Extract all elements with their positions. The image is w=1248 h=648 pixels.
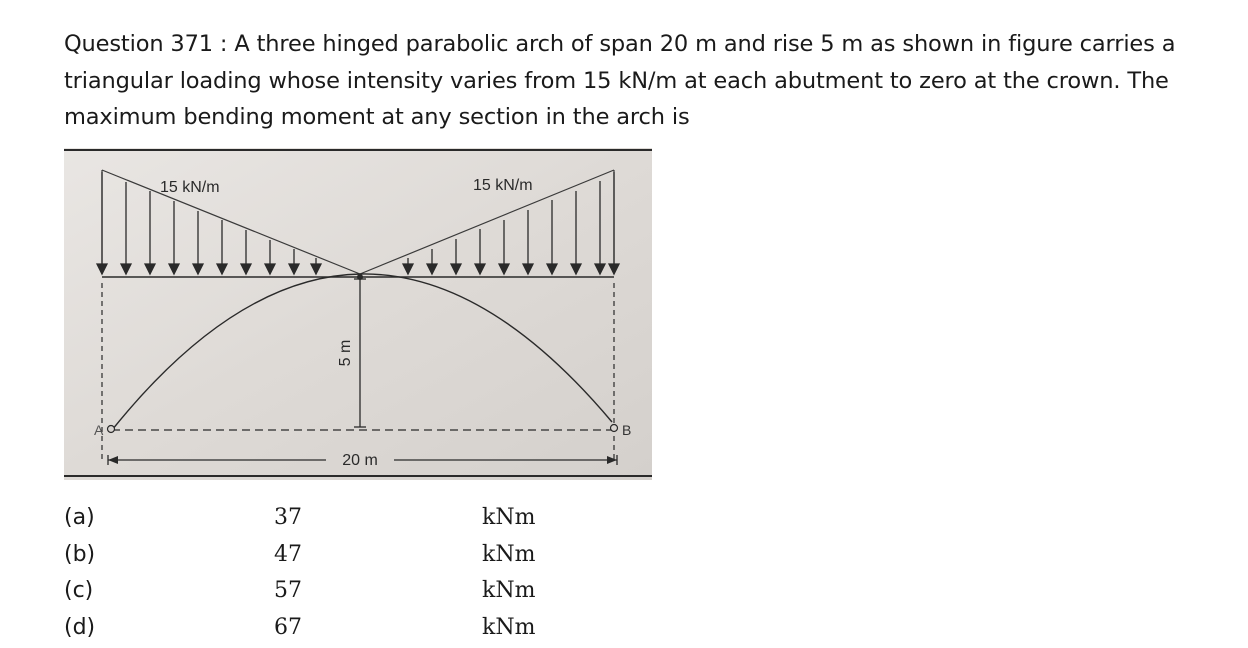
option-value: 37 [274, 505, 302, 530]
span-label: 20 m [342, 452, 378, 469]
rise-label: 5 m [337, 339, 354, 367]
support-a-hinge [108, 426, 115, 433]
support-b-hinge [611, 425, 618, 432]
option-letter: (a) [64, 505, 95, 530]
question-text: Question 371 : A three hinged parabolic arch of span 20 m and rise 5 m as shown in figure carries a triangular loading whose intensity varies from 15 kN/m at each abutment to zero at the crown. The maximum bending moment at any section in the arch is [64, 31, 1176, 130]
arch-figure [64, 148, 652, 480]
option-unit: kNm [482, 541, 536, 567]
option-unit: kNm [482, 505, 536, 530]
load-left-label: 15 kN/m [160, 179, 220, 196]
option-letter: (d) [64, 614, 96, 640]
option-unit: kNm [482, 578, 536, 603]
option-value: 57 [274, 578, 302, 603]
option-letter: (b) [64, 541, 96, 567]
arch-diagram [64, 148, 652, 480]
option-a[interactable] [64, 500, 544, 537]
option-value: 47 [274, 541, 302, 567]
load-right-label: 15 kN/m [473, 177, 533, 194]
answer-options [64, 500, 544, 646]
option-d[interactable] [64, 610, 544, 647]
support-a-label: A [94, 422, 104, 438]
option-b[interactable] [64, 537, 544, 574]
support-b-label: B [622, 422, 632, 438]
option-c[interactable] [64, 573, 544, 610]
option-unit: kNm [482, 614, 536, 640]
option-letter: (c) [64, 578, 94, 603]
option-value: 67 [274, 614, 302, 640]
